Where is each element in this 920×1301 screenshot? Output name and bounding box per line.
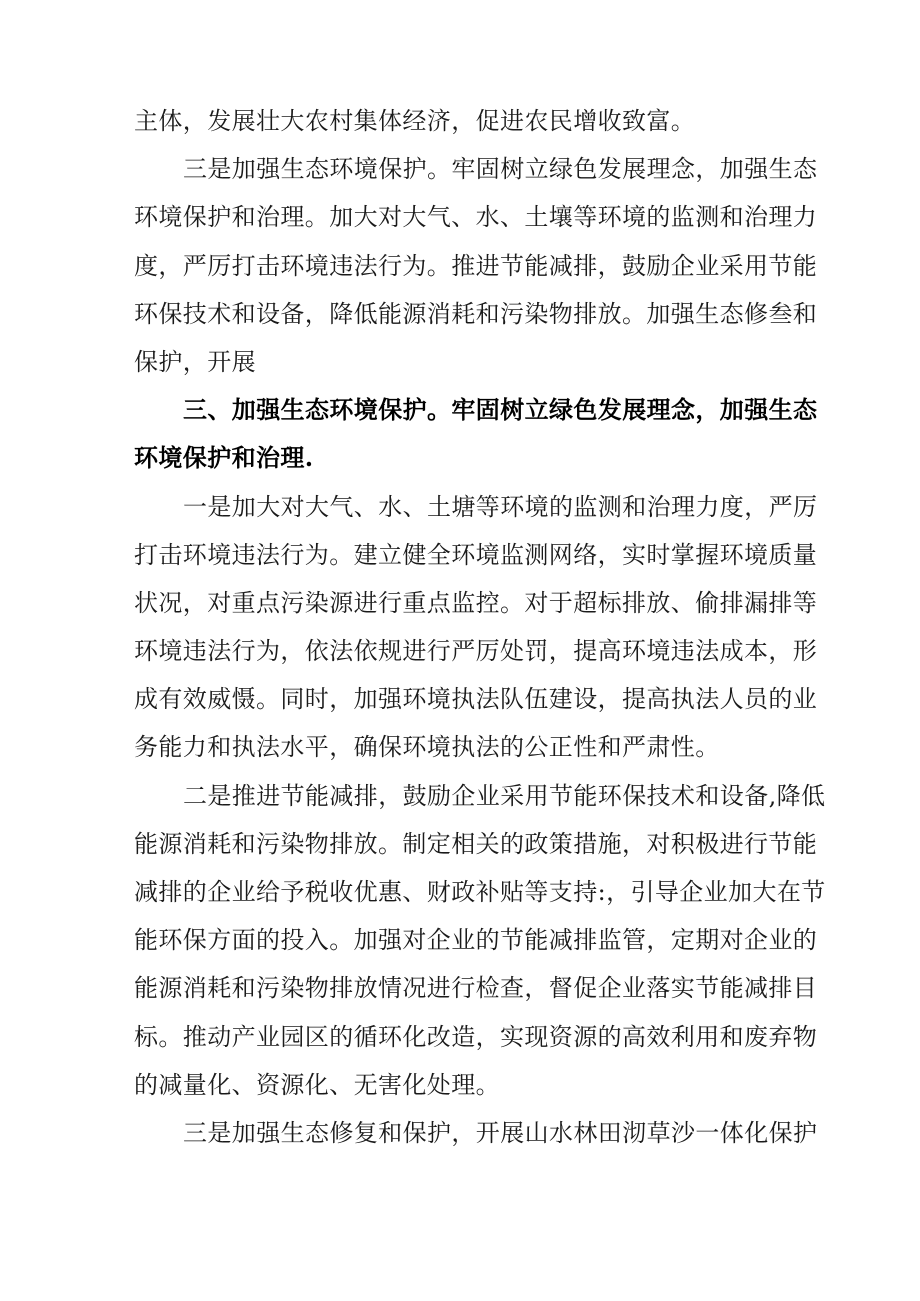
paragraph-line: 的减量化、资源化、无害化处理。 — [134, 1070, 500, 1099]
paragraph-line: 务能力和执法水平，确保环境执法的公正性和严肃性。 — [134, 733, 720, 762]
paragraph-1 — [134, 97, 794, 145]
paragraph-line: 成有效威慑。同时，加强环境执法队伍建设，提高执法人员的业 — [134, 685, 818, 714]
paragraph-line: 环境保护和治理。加大对大气、水、土壤等环境的监测和治理力 — [134, 203, 818, 232]
heading-line: 环境保护和治理. — [134, 443, 314, 473]
section-heading — [134, 386, 818, 482]
paragraph-line: 标。推动产业园区的循环化改造，实现资源的高效利用和废弃物 — [134, 1022, 818, 1051]
paragraph-line: 能源消耗和污染物排放。制定相关的政策措施，对积极进行节能 — [134, 829, 818, 858]
paragraph-4 — [134, 772, 826, 1109]
paragraph-line: 一是加大对大气、水、土塘等环境的监测和治理力度，严厉 — [183, 492, 818, 521]
paragraph-line: 减排的企业给予税收优惠、财政补贴等支持:，引导企业加大在节 — [134, 878, 826, 906]
paragraph-2 — [134, 145, 818, 386]
paragraph-line: 三是加强生态修复和保护，开展山水林田沏草沙一体化保护 — [183, 1118, 818, 1147]
paragraph-line: 保护，开展 — [134, 347, 256, 376]
paragraph-line: 三是加强生态环境保护。牢固树立绿色发展理念，加强生态 — [183, 155, 818, 184]
document-body — [134, 97, 826, 1157]
paragraph-line: 打击环境违法行为。建立健全环境监测网络，实时掌握环境质量 — [134, 540, 818, 569]
paragraph-line: 度，严厉打击环境违法行为。推进节能减排，鼓励企业采用节能 — [134, 251, 818, 280]
paragraph-line: 能源消耗和污染物排放情况进行检查，督促企业落实节能减排目 — [134, 974, 818, 1003]
paragraph-line: 环境违法行为，依法依规进行严厉处罚，提高环境违法成本，形 — [134, 637, 818, 666]
paragraph-line: 二是推进节能减排，鼓励企业采用节能环保技术和设备,降低 — [183, 781, 826, 810]
heading-line: 三、加强生态环境保护。牢固树立绿色发展理念，加强生态 — [183, 395, 818, 425]
paragraph-line: 能环保方面的投入。加强对企业的节能减排监管，定期对企业的 — [134, 926, 818, 955]
paragraph-line: 环保技术和设备，降低能源消耗和污染物排放。加强生态修叁和 — [134, 299, 818, 328]
paragraph-line: 主体，发展壮大农村集体经济，促进农民增收致富。 — [134, 107, 696, 135]
paragraph-5 — [134, 1109, 818, 1157]
paragraph-3 — [134, 483, 818, 772]
paragraph-line: 状况，对重点污染源进行重点监控。对于超标排放、偷排漏排等 — [134, 588, 818, 617]
